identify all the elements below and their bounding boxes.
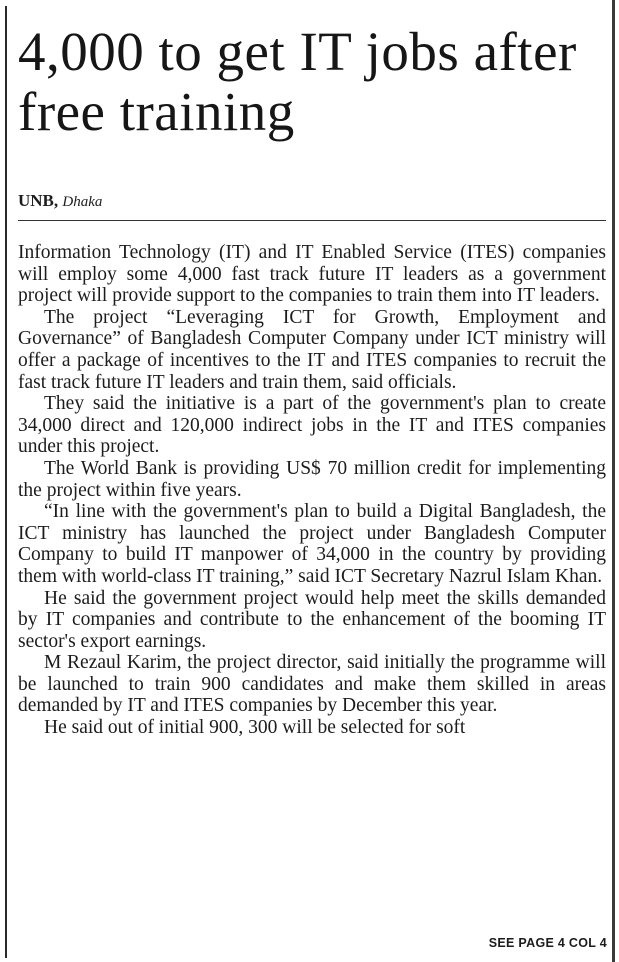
byline-divider xyxy=(18,220,606,221)
paragraph-5: “In line with the government's plan to build a Digital Bangladesh, the ICT ministry has launched the project under Bangladesh Computer Company to build IT manpower of 34,000 in the country by providing them with world-class IT training,” said ICT Secretary Nazrul Islam Khan. xyxy=(18,501,606,587)
paragraph-7: M Rezaul Karim, the project director, said initially the programme will be launched to train 900 candidates and make them skilled in areas demanded by IT and ITES companies by December this year. xyxy=(18,652,606,717)
paragraph-6: He said the government project would help meet the skills demanded by IT companies and contribute to the enhancement of the booming IT sector's export earnings. xyxy=(18,587,606,652)
paragraph-8: He said out of initial 900, 300 will be selected for soft xyxy=(44,717,466,739)
column-rule-right xyxy=(612,0,615,962)
headline: 4,000 to get IT jobs after free training xyxy=(18,21,577,142)
article-body xyxy=(18,242,606,739)
column-rule-left xyxy=(5,6,7,958)
byline xyxy=(18,190,102,213)
paragraph-1: Information Technology (IT) and IT Enabled Service (ITES) companies will employ some 4,000 fast track future IT leaders as a government project will provide support to the companies to train them into IT leaders. xyxy=(18,242,606,307)
paragraph-2: The project “Leveraging ICT for Growth, Employment and Governance” of Bangladesh Computer Company under ICT ministry will offer a package of incentives to the IT and ITES companies to recruit the fast track future IT leaders and train them, said officials. xyxy=(18,306,606,393)
paragraph-4: The World Bank is providing US$ 70 million credit for implementing the project within five years. xyxy=(18,457,606,501)
byline-place: Dhaka xyxy=(62,194,103,210)
paragraph-3: They said the initiative is a part of the government's plan to create 34,000 direct and 120,000 indirect jobs in the IT and ITES companies under this project. xyxy=(18,393,606,458)
byline-agency: UNB, xyxy=(18,191,59,210)
continuation-jump-line: SEE PAGE 4 COL 4 xyxy=(488,936,607,950)
